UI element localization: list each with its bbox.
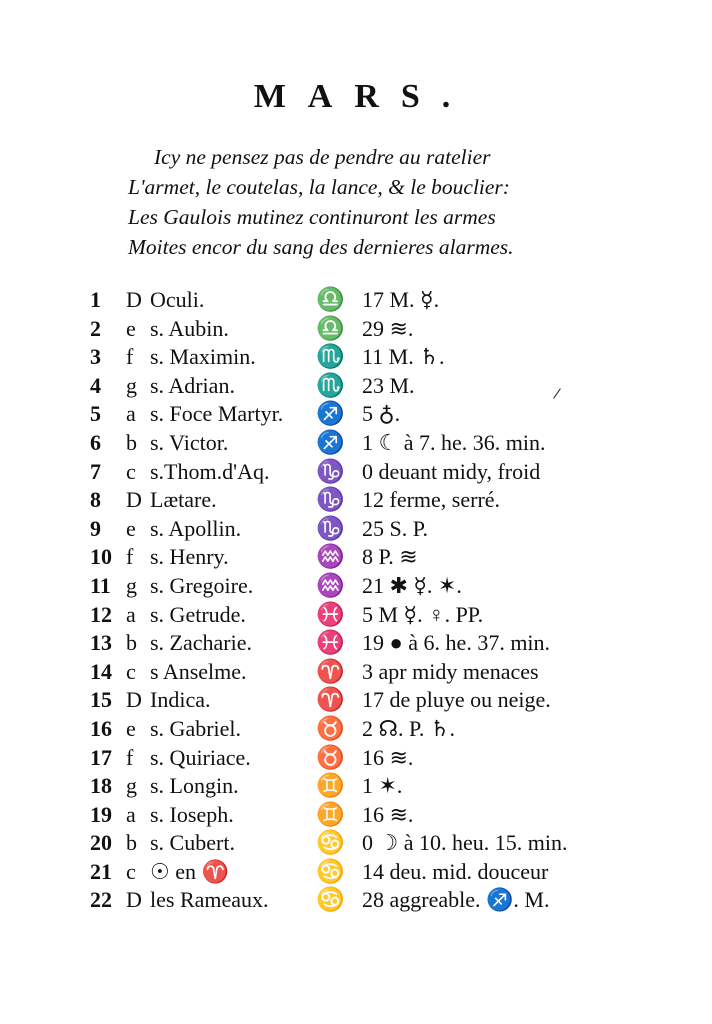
astronomical-note: 3 apr midy menaces <box>362 658 539 684</box>
verse-block <box>128 142 598 262</box>
astronomical-note: 5 ♁. <box>362 401 401 427</box>
astronomical-note: 17 M. ☿. <box>362 287 440 312</box>
saint-name: s. Cubert. <box>150 830 235 856</box>
day-number: 1 <box>90 287 101 312</box>
calendar-table <box>0 286 712 915</box>
dominical-letter: e <box>126 715 136 741</box>
zodiac-sign: ♈ <box>316 687 345 713</box>
saint-name: Indica. <box>150 687 211 713</box>
calendar-row <box>0 658 712 687</box>
day-number: 15 <box>90 687 112 713</box>
zodiac-sign: ♊ <box>316 801 345 827</box>
day-number: 9 <box>90 515 101 541</box>
saint-name: s. Zacharie. <box>150 630 252 656</box>
day-number: 22 <box>90 887 112 913</box>
zodiac-sign: ♋ <box>316 830 345 856</box>
saint-name: Oculi. <box>150 287 205 312</box>
astronomical-note: 29 ≋. <box>362 315 414 341</box>
astronomical-note: 2 ☊. P. ♄. <box>362 715 456 741</box>
day-number: 2 <box>90 315 101 341</box>
saint-name: ☉ en ♈ <box>150 858 229 884</box>
day-number: 14 <box>90 658 112 684</box>
astronomical-note: 0 ☽ à 10. heu. 15. min. <box>362 830 568 856</box>
calendar-row <box>0 858 712 887</box>
dominical-letter: e <box>126 315 136 341</box>
day-number: 17 <box>90 744 112 770</box>
day-number: 21 <box>90 858 112 884</box>
astronomical-note: 14 deu. mid. douceur <box>362 858 549 884</box>
zodiac-sign: ♋ <box>316 887 345 913</box>
day-number: 12 <box>90 601 112 627</box>
astronomical-note: 1 ☾ à 7. he. 36. min. <box>362 429 546 455</box>
calendar-row <box>0 315 712 344</box>
calendar-row <box>0 829 712 858</box>
zodiac-sign: ♉ <box>316 715 345 741</box>
saint-name: s Anselme. <box>150 658 247 684</box>
calendar-row <box>0 601 712 630</box>
saint-name: les Rameaux. <box>150 887 269 913</box>
astronomical-note: 23 M. <box>362 372 415 398</box>
zodiac-sign: ♑ <box>316 515 345 541</box>
astronomical-note: 19 ● à 6. he. 37. min. <box>362 630 551 656</box>
zodiac-sign: ♈ <box>316 658 345 684</box>
dominical-letter: c <box>126 458 136 484</box>
zodiac-sign: ♐ <box>316 429 345 455</box>
astronomical-note: 5 M ☿. ♀. PP. <box>362 601 484 627</box>
dominical-letter: D <box>126 487 142 513</box>
day-number: 8 <box>90 487 101 513</box>
astronomical-note: 25 S. P. <box>362 515 429 541</box>
saint-name: s. Getrude. <box>150 601 246 627</box>
astronomical-note: 1 ✶. <box>362 773 403 799</box>
calendar-row <box>0 886 712 915</box>
calendar-row <box>0 400 712 429</box>
saint-name: s. Gabriel. <box>150 715 242 741</box>
zodiac-sign: ♓ <box>316 630 345 656</box>
zodiac-sign: ♎ <box>316 287 345 312</box>
calendar-row <box>0 515 712 544</box>
zodiac-sign: ♊ <box>316 773 345 799</box>
calendar-row <box>0 458 712 487</box>
calendar-row <box>0 744 712 773</box>
saint-name: s. Aubin. <box>150 315 229 341</box>
saint-name: s. Maximin. <box>150 344 256 370</box>
zodiac-sign: ♏ <box>316 344 345 370</box>
calendar-row <box>0 686 712 715</box>
astronomical-note: 28 aggreable. ♐. M. <box>362 887 550 913</box>
saint-name: s.Thom.d'Aq. <box>150 458 270 484</box>
saint-name: s. Longin. <box>150 773 239 799</box>
astronomical-note: 16 ≋. <box>362 744 414 770</box>
saint-name: s. Henry. <box>150 544 229 570</box>
astronomical-note: 16 ≋. <box>362 801 414 827</box>
day-number: 18 <box>90 773 112 799</box>
zodiac-sign: ♏ <box>316 372 345 398</box>
dominical-letter: g <box>126 773 137 799</box>
dominical-letter: D <box>126 287 142 312</box>
zodiac-sign: ♋ <box>316 858 345 884</box>
saint-name: s. Adrian. <box>150 372 235 398</box>
dominical-letter: b <box>126 830 137 856</box>
dominical-letter: g <box>126 572 137 598</box>
dominical-letter: c <box>126 858 136 884</box>
dominical-letter: f <box>126 344 134 370</box>
saint-name: s. Ioseph. <box>150 801 234 827</box>
calendar-row <box>0 572 712 601</box>
day-number: 11 <box>90 572 111 598</box>
dominical-letter: a <box>126 401 136 427</box>
day-number: 19 <box>90 801 112 827</box>
day-number: 16 <box>90 715 112 741</box>
verse-line: Icy ne pensez pas de pendre au ratelier <box>154 145 491 169</box>
calendar-row <box>0 772 712 801</box>
day-number: 13 <box>90 630 112 656</box>
saint-name: s. Apollin. <box>150 515 242 541</box>
calendar-row <box>0 801 712 830</box>
dominical-letter: b <box>126 630 137 656</box>
zodiac-sign: ♐ <box>316 401 345 427</box>
zodiac-sign: ♒ <box>316 544 345 570</box>
day-number: 4 <box>90 372 101 398</box>
saint-name: s. Quiriace. <box>150 744 251 770</box>
astronomical-note: 12 ferme, serré. <box>362 487 501 513</box>
dominical-letter: g <box>126 372 137 398</box>
page-title: MARS. <box>253 78 473 115</box>
dominical-letter: f <box>126 744 134 770</box>
calendar-row <box>0 629 712 658</box>
zodiac-sign: ♑ <box>316 458 345 484</box>
calendar-row <box>0 486 712 515</box>
dominical-letter: a <box>126 801 136 827</box>
verse-line: Les Gaulois mutinez continuront les armes <box>128 205 496 229</box>
zodiac-sign: ♓ <box>316 601 345 627</box>
calendar-row <box>0 543 712 572</box>
saint-name: s. Victor. <box>150 429 229 455</box>
astronomical-note: 17 de pluye ou neige. <box>362 687 551 713</box>
day-number: 5 <box>90 401 101 427</box>
zodiac-sign: ♉ <box>316 744 345 770</box>
verse-line: L'armet, le coutelas, la lance, & le bouclier: <box>128 175 510 199</box>
day-number: 10 <box>90 544 112 570</box>
dominical-letter: a <box>126 601 136 627</box>
astronomical-note: 8 P. ≋ <box>362 544 418 570</box>
astronomical-note: 11 M. ♄. <box>362 344 445 370</box>
dominical-letter: c <box>126 658 136 684</box>
saint-name: s. Foce Martyr. <box>150 401 284 427</box>
zodiac-sign: ♑ <box>316 487 345 513</box>
astronomical-note: 0 deuant midy, froid <box>362 458 541 484</box>
day-number: 7 <box>90 458 101 484</box>
dominical-letter: e <box>126 515 136 541</box>
calendar-row <box>0 343 712 372</box>
dominical-letter: D <box>126 687 142 713</box>
verse-line: Moites encor du sang des dernieres alarmes. <box>128 235 514 259</box>
dominical-letter: f <box>126 544 134 570</box>
day-number: 3 <box>90 344 101 370</box>
saint-name: s. Gregoire. <box>150 572 254 598</box>
zodiac-sign: ♎ <box>316 315 345 341</box>
day-number: 6 <box>90 429 101 455</box>
dominical-letter: D <box>126 887 142 913</box>
dominical-letter: b <box>126 429 137 455</box>
calendar-row <box>0 715 712 744</box>
day-number: 20 <box>90 830 112 856</box>
astronomical-note: 21 ✱ ☿. ✶. <box>362 572 462 598</box>
calendar-row <box>0 429 712 458</box>
calendar-row <box>0 286 712 315</box>
zodiac-sign: ♒ <box>316 572 345 598</box>
saint-name: Lætare. <box>150 487 217 513</box>
calendar-row <box>0 372 712 401</box>
